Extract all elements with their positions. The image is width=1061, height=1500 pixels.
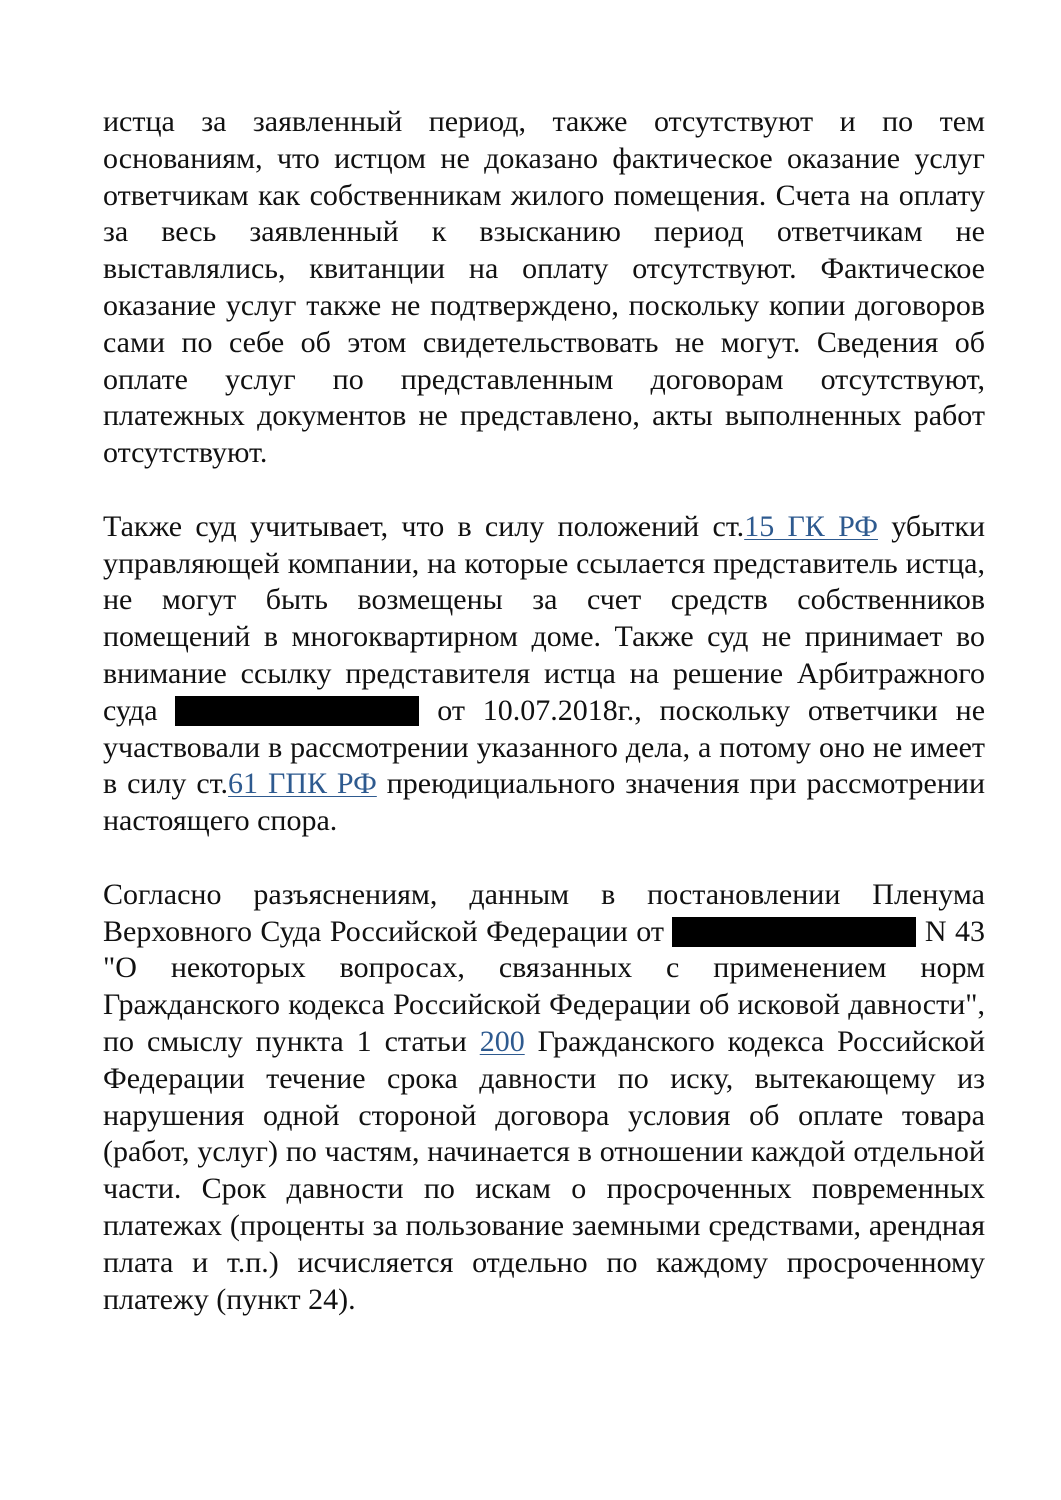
paragraph-2-text-2: убытки управляющей компании, на которые ссылается представитель истца, не могут быть возмещены за счет средств собственников помещений в многоквартирном доме. Также суд не принимает во внимание ссылку представителя истца на решение Арбитражного суда xyxy=(103,509,986,727)
paragraph-2-text-4: преюдициального значения при рассмотрении настоящего спора. xyxy=(103,767,985,838)
paragraph-3-text-3: Гражданского кодекса Российской Федерации течение срока давности по иску, вытекающему из нарушения одной стороной договора условия об оплате товара (работ, услуг) по частям, начинается в отношении каждой отдельной части. Срок давности по искам о просроченных повременных платежах (проценты за пользование заемными средствами, арендная плата и т.п.) исчисляется отдельно по каждому просроченному платежу (пункт 24). xyxy=(103,1024,986,1316)
link-article-15-gk-rf[interactable]: 15 ГК РФ xyxy=(744,509,878,543)
paragraph-3-text-1: Согласно разъяснениям, данным в постановлении Пленума Верховного Суда Российской Федерации от xyxy=(103,877,985,948)
link-article-200[interactable]: 200 xyxy=(479,1024,525,1058)
paragraph-2 xyxy=(103,509,985,840)
paragraph-2-text-3: от 10.07.2018г., поскольку ответчики не участвовали в рассмотрении указанного дела, а потому оно не имеет в силу ст. xyxy=(103,693,986,801)
paragraph-1-text: истца за заявленный период, также отсутствуют и по тем основаниям, что истцом не доказано фактическое оказание услуг ответчикам как собственникам жилого помещения. Счета на оплату за весь заявленный к взысканию период ответчикам не выставлялись, квитанции на оплату отсутствуют. Фактическое оказание услуг также не подтверждено, поскольку копии договоров сами по себе об этом свидетельствовать не могут. Сведения об оплате услуг по представленным договорам отсутствуют, платежных документов не представлено, акты выполненных работ отсутствуют. xyxy=(103,105,985,470)
paragraph-3 xyxy=(103,877,985,1319)
link-article-61-gpk-rf[interactable]: 61 ГПК РФ xyxy=(228,767,377,801)
redacted-court-name xyxy=(175,696,419,726)
paragraph-2-text-1: Также суд учитывает, что в силу положений ст. xyxy=(103,509,745,543)
paragraph-1 xyxy=(103,104,985,472)
redacted-date xyxy=(672,917,916,947)
paragraph-3-text-2: N 43 "О некоторых вопросах, связанных с применением норм Гражданского кодекса Российской Федерации об исковой давности", по смыслу пункта 1 статьи xyxy=(103,914,985,1058)
document-page xyxy=(103,104,985,1318)
